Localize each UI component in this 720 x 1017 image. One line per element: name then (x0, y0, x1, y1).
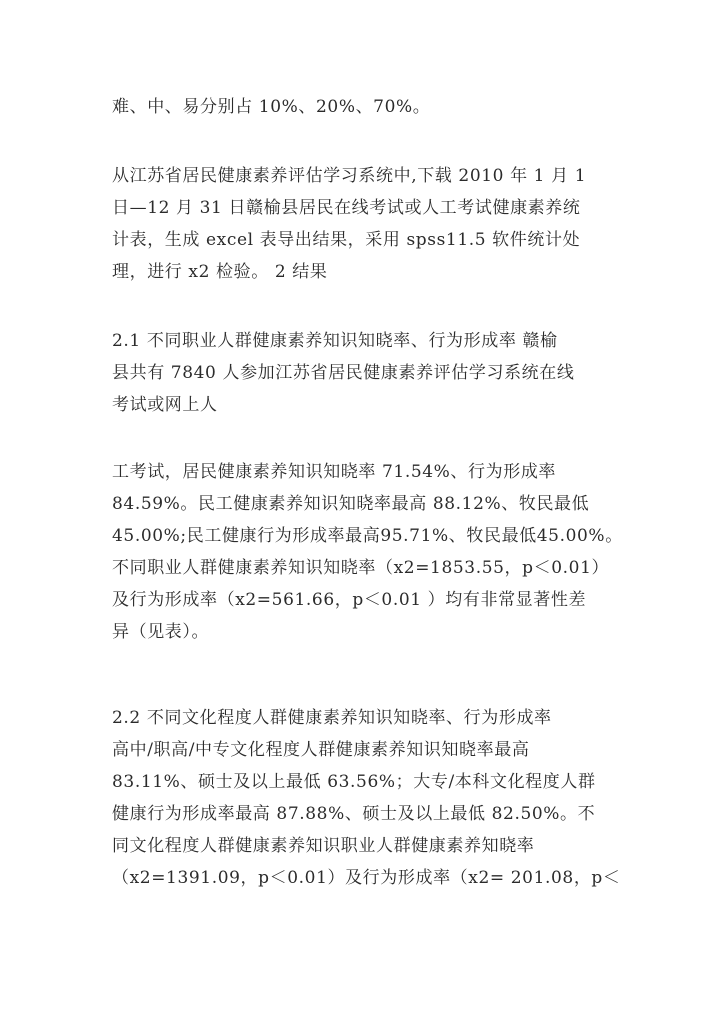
text-line: 高中/职高/中专文化程度人群健康素养知识知晓率最高 (112, 740, 530, 760)
text-line: 难、中、易分别占 10%、20%、70%。 (112, 97, 431, 117)
text-line: 异（见表）。 (112, 622, 210, 642)
text-line: 不同职业人群健康素养知识知晓率（x2=1853.55，p＜0.01） (112, 558, 610, 578)
paragraph-section-2-1 (112, 325, 612, 421)
text-line: 同文化程度人群健康素养知识职业人群健康素养知晓率 (112, 836, 535, 856)
text-line: 84.59%。民工健康素养知识知晓率最高 88.12%、牧民最低 (112, 494, 590, 514)
text-line: 从江苏省居民健康素养评估学习系统中,下载 2010 年 1 月 1 (112, 166, 587, 186)
text-line: 理，进行 x2 检验。 2 结果 (112, 262, 328, 282)
text-line: 及行为形成率（x2=561.66，p＜0.01 ）均有非常显著性差 (112, 590, 587, 610)
paragraph-section-2-2 (112, 702, 621, 894)
text-line: 县共有 7840 人参加江苏省居民健康素养评估学习系统在线 (112, 363, 575, 383)
text-line: 83.11%、硕士及以上最低 63.56%；大专/本科文化程度人群 (112, 772, 596, 792)
text-line: （x2=1391.09，p＜0.01）及行为形成率（x2= 201.08，p＜ (112, 868, 621, 888)
paragraph-difficulty-distribution (112, 91, 612, 123)
text-line: 健康行为形成率最高 87.88%、硕士及以上最低 82.50%。不 (112, 804, 596, 824)
text-line: 2.2 不同文化程度人群健康素养知识知晓率、行为形成率 (112, 708, 552, 728)
text-line: 45.00%;民工健康行为形成率最高95.71%、牧民最低45.00%。 (112, 526, 623, 546)
paragraph-methods (112, 160, 612, 288)
text-line: 工考试，居民健康素养知识知晓率 71.54%、行为形成率 (112, 462, 557, 482)
paragraph-occupation-results (112, 456, 623, 648)
text-line: 考试或网上人 (112, 395, 218, 415)
text-line: 计表，生成 excel 表导出结果，采用 spss11.5 软件统计处 (112, 230, 581, 250)
text-line: 日—12 月 31 日赣榆县居民在线考试或人工考试健康素养统 (112, 198, 581, 218)
text-line: 2.1 不同职业人群健康素养知识知晓率、行为形成率 赣榆 (112, 331, 558, 351)
